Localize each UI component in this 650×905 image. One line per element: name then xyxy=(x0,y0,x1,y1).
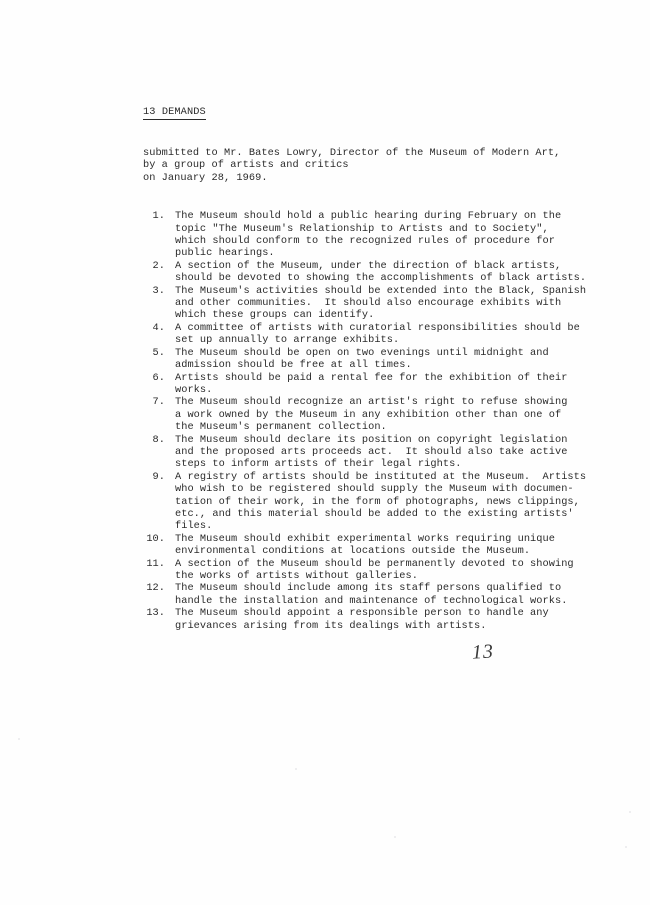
demand-text-line: The Museum's activities should be extended into the Black, Spanish xyxy=(175,284,587,297)
demand-text-line: and the proposed arts proceeds act. It should also take active xyxy=(175,445,568,458)
demand-item xyxy=(143,558,583,583)
demand-text xyxy=(175,396,567,433)
intro-line: on January 28, 1969. xyxy=(143,171,268,184)
demand-item xyxy=(143,607,583,632)
demand-text-line: handle the installation and maintenance of technological works. xyxy=(175,594,568,607)
demand-number: 11. xyxy=(146,557,165,570)
handwritten-page-number: 13 xyxy=(471,640,495,664)
demand-text xyxy=(175,582,567,607)
scan-speckle xyxy=(629,811,631,813)
demand-text-line: grievances arising from its dealings with artists. xyxy=(175,619,487,632)
demand-text-line: The Museum should include among its staff persons qualified to xyxy=(175,582,562,595)
demand-text-line: The Museum should hold a public hearing during February on the xyxy=(175,210,562,223)
scan-speckle xyxy=(394,836,396,838)
demand-number: 1. xyxy=(152,210,165,223)
demand-item xyxy=(143,470,587,533)
demand-text-line: topic "The Museum's Relationship to Artists and to Society", xyxy=(175,222,549,235)
demand-text-line: tation of their work, in the form of photographs, news clippings, xyxy=(175,495,580,508)
page-title: 13 DEMANDS xyxy=(143,106,206,118)
demand-item xyxy=(143,284,587,322)
intro-line: submitted to Mr. Bates Lowry, Director of the Museum of Modern Art, xyxy=(143,147,561,159)
demand-text xyxy=(175,471,586,533)
demand-number: 3. xyxy=(152,284,165,297)
demand-text-line: works. xyxy=(175,383,213,396)
demand-item xyxy=(143,434,583,471)
demand-text-line: A registry of artists should be instituted at the Museum. Artists xyxy=(175,470,587,483)
demand-text-line: the Museum's permanent collection. xyxy=(175,421,387,434)
demand-number: 10. xyxy=(146,532,165,545)
demand-number: 12. xyxy=(146,582,165,595)
demand-text xyxy=(175,210,561,260)
demand-text-line: should be devoted to showing the accomplishments of black artists. xyxy=(175,272,587,285)
scan-speckle xyxy=(18,738,20,740)
demand-text-line: The Museum should recognize an artist's right to refuse showing xyxy=(175,396,568,409)
demand-item xyxy=(143,322,583,347)
demands-list xyxy=(143,210,587,632)
demand-text-line: files. xyxy=(175,520,213,533)
demand-text-line: The Museum should exhibit experimental works requiring unique xyxy=(175,532,555,545)
demand-number: 8. xyxy=(152,433,165,446)
demand-text-line: Artists should be paid a rental fee for the exhibition of their xyxy=(175,371,568,384)
demand-text-line: A committee of artists with curatorial responsibilities should be xyxy=(175,321,580,334)
demand-text xyxy=(175,607,549,632)
demand-item xyxy=(143,347,583,372)
scan-speckle xyxy=(625,846,627,848)
demand-item xyxy=(143,533,583,558)
demand-item xyxy=(143,396,583,433)
demand-number: 4. xyxy=(152,321,165,334)
demand-number: 5. xyxy=(152,346,165,359)
demand-number: 7. xyxy=(152,396,165,409)
demand-text-line: environmental conditions at locations outside the Museum. xyxy=(175,545,531,558)
demand-text xyxy=(175,322,580,347)
demand-text-line: The Museum should appoint a responsible person to handle any xyxy=(175,607,549,620)
intro-line: by a group of artists and critics xyxy=(143,159,349,172)
demand-text-line: admission should be free at all times. xyxy=(175,359,412,372)
demand-text-line: The Museum should be open on two evenings until midnight and xyxy=(175,346,549,359)
demand-text-line: a work owned by the Museum in any exhibition other than one of xyxy=(175,408,562,421)
demand-text-line: steps to inform artists of their legal rights. xyxy=(175,458,462,471)
demand-text xyxy=(175,533,555,558)
demand-text-line: who wish to be registered should supply the Museum with documen- xyxy=(175,483,574,496)
demand-text-line: which these groups can identify. xyxy=(175,309,375,322)
demand-number: 2. xyxy=(152,259,165,272)
demand-text xyxy=(175,434,567,471)
demand-text-line: public hearings. xyxy=(175,247,275,260)
demand-number: 6. xyxy=(152,371,165,384)
demand-number: 9. xyxy=(152,470,165,483)
scan-speckle xyxy=(295,768,297,770)
demand-text xyxy=(175,558,574,583)
demand-item xyxy=(143,372,583,397)
demand-text-line: the works of artists without galleries. xyxy=(175,570,418,582)
demand-item xyxy=(143,259,587,285)
document-content xyxy=(143,101,587,632)
demand-text xyxy=(175,347,549,372)
demand-text-line: A section of the Museum, under the direction of black artists, xyxy=(175,259,562,272)
demand-item xyxy=(143,210,583,260)
demand-text xyxy=(175,260,586,285)
demand-text-line: set up annually to arrange exhibits. xyxy=(175,334,400,347)
demand-text-line: which should conform to the recognized rules of procedure for xyxy=(175,235,555,248)
demand-item xyxy=(143,582,583,607)
demand-text-line: etc., and this material should be added to the existing artists' xyxy=(175,507,574,520)
demand-text-line: A section of the Museum should be permanently devoted to showing xyxy=(175,557,574,570)
demand-text-line: The Museum should declare its position on copyright legislation xyxy=(175,433,568,446)
demand-number: 13. xyxy=(146,607,165,620)
demand-text-line: and other communities. It should also encourage exhibits with xyxy=(175,297,562,310)
intro-paragraph xyxy=(143,147,583,184)
demand-text xyxy=(175,285,586,322)
demand-text xyxy=(175,372,567,397)
